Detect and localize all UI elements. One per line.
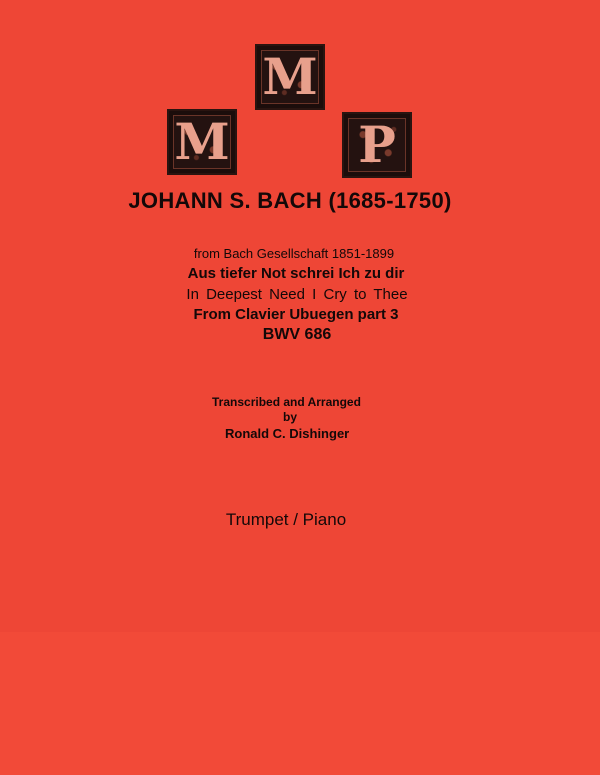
collection-line: From Clavier Ubuegen part 3	[193, 306, 399, 323]
title-german: Aus tiefer Not schrei Ich zu dir	[187, 265, 405, 282]
monogram-p-icon	[342, 112, 412, 178]
arranger-name: Ronald C. Dishinger	[225, 426, 350, 441]
monogram-letter: M	[174, 112, 230, 171]
title-english: In Deepest Need I Cry to Thee	[186, 286, 408, 303]
source-line: from Bach Gesellschaft 1851-1899	[193, 246, 395, 261]
monogram-mv-icon	[167, 109, 237, 175]
monogram-m-icon	[255, 44, 325, 110]
instrumentation: Trumpet / Piano	[225, 510, 347, 529]
credit-by: by	[283, 410, 298, 424]
monogram-letter: P	[358, 115, 396, 174]
composer-heading: JOHANN S. BACH (1685-1750)	[128, 188, 452, 213]
catalog-number: BWV 686	[262, 326, 332, 343]
credit-line: Transcribed and Arranged	[212, 395, 361, 409]
lower-band	[0, 632, 600, 775]
monogram-letter: M	[262, 47, 318, 106]
